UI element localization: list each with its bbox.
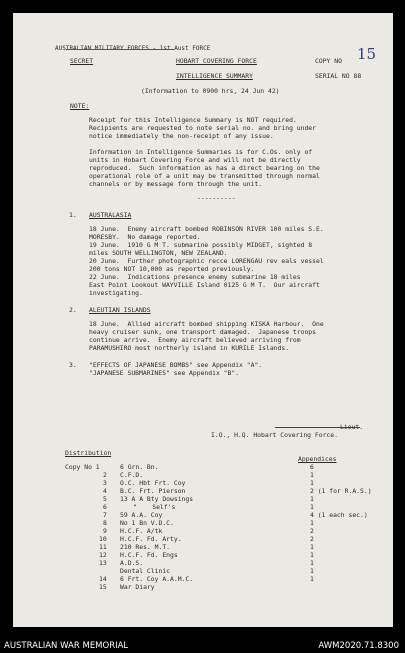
distribution-unit: 59 A.A. Coy: [120, 511, 163, 519]
appendix-count: 1: [310, 519, 314, 527]
distribution-unit: 6 Grn. Bn.: [120, 463, 159, 471]
appendix-count: 1: [310, 567, 314, 575]
section-line: MORESBY. No damage reported.: [89, 233, 201, 241]
appendix-count: 2: [310, 527, 314, 535]
note-line: Recipients are requested to note serial no. and bring under: [89, 124, 317, 132]
copy-label: COPY NO: [315, 57, 342, 65]
copy-number: 3: [103, 479, 107, 487]
section-line: heavy cruiser sunk, one transport damaged. Japanese troops: [89, 328, 317, 336]
copy-number: 15: [99, 583, 107, 591]
appendix-count: 1: [310, 551, 314, 559]
distribution-heading: Distribution: [65, 449, 112, 457]
archive-accession-number: AWM2020.71.8300: [318, 641, 399, 651]
distribution-unit: H.C.F. Fd. Arty.: [120, 535, 182, 543]
appendix-count: 1: [310, 503, 314, 511]
appendix-count: 6: [310, 463, 314, 471]
section-line: miles SOUTH WELLINGTON, NEW ZEALAND.: [89, 249, 228, 257]
appendix-count: 4 (1 each sec.): [310, 511, 368, 519]
section-heading: ALEUTIAN ISLANDS: [89, 306, 151, 314]
document-title: INTELLIGENCE SUMMARY: [176, 72, 253, 80]
signature-block: I.O., H.Q. Hobart Covering Force.: [211, 431, 338, 439]
distribution-unit: A.D.S.: [120, 559, 144, 567]
copy-number: 7: [103, 511, 107, 519]
top-line: AUSTRALIAN MILITARY FORCES - 1st Aust FORCE: [55, 45, 211, 52]
appendix-count: 1: [310, 471, 314, 479]
copy-number: 8: [103, 519, 107, 527]
distribution-unit: H.C.F. Fd. Engs: [120, 551, 178, 559]
section-line: continue arrive. Enemy aircraft believed arriving from: [89, 336, 301, 344]
note-line: reproduced. Such information as has a direct bearing on the: [89, 164, 320, 172]
section-line: 19 June. 1910 G M T. submarine possibly MIDGET, sighted 8: [89, 241, 313, 249]
section-line: 18 June. Allied aircraft bombed shipping KISKA Harbour. One: [89, 320, 324, 328]
distribution-unit: No 1 Bn V.D.C.: [120, 519, 174, 527]
copy-number: 4: [103, 487, 107, 495]
appendix-count: 2: [310, 535, 314, 543]
top-rule: [66, 49, 174, 50]
copy-number: 9: [103, 527, 107, 535]
appendix-count: 1: [310, 495, 314, 503]
copy-number: 10: [99, 535, 107, 543]
distribution-unit: O.C. Hbt Frt. Coy: [120, 479, 186, 487]
appendix-count: 1: [310, 543, 314, 551]
section-line: East Point Lookout WAYVILLE Island 0125 G M T. Our aircraft: [89, 281, 320, 289]
distribution-unit: " Self's: [133, 503, 176, 511]
document-page: [13, 13, 393, 627]
handwritten-copy-number: 15: [357, 45, 377, 63]
distribution-unit: War Diary: [120, 583, 155, 591]
note-line: channels or by message form through the unit.: [89, 180, 263, 188]
copy-number: 11: [99, 543, 107, 551]
section-line: 22 June. Indications presence enemy submarine 18 miles: [89, 273, 301, 281]
distribution-unit: B.C. Frt. Pierson: [120, 487, 186, 495]
section-line: "EFFECTS OF JAPANESE BOMBS" see Appendix "A".: [89, 361, 263, 369]
distribution-unit: 210 Res. M.T.: [120, 543, 171, 551]
appendix-count: 2 (1 for R.A.S.): [310, 487, 372, 495]
section-line: 20 June. Further photographic recce LORENGAU rev eals vessel: [89, 257, 324, 265]
archive-footer: [0, 637, 405, 653]
section-line: PARAMUSHIRO most northerly island in KURILE Islands.: [89, 344, 290, 352]
signature-rank: Lieut.: [340, 423, 364, 431]
distribution-unit: 13 A A Bty Dowsings: [120, 495, 194, 503]
copy-number: Copy No 1: [65, 463, 100, 471]
copy-number: 2: [103, 471, 107, 479]
note-line: operational role of a unit may be transmitted through normal: [89, 172, 320, 180]
copy-number: 6: [103, 503, 107, 511]
copy-number: 12: [99, 551, 107, 559]
appendices-heading: Appendices: [298, 455, 337, 463]
section-number: 1.: [69, 211, 77, 219]
information-line: (Information to 0900 hrs, 24 Jun 42): [141, 87, 280, 95]
appendix-count: 1: [310, 575, 314, 583]
secret-marking: SECRET: [70, 57, 94, 65]
distribution-unit: H.C.F. A/tk: [120, 527, 163, 535]
section-line: 18 June. Enemy aircraft bombed ROBINSON RIVER 100 miles S.E.: [89, 225, 324, 233]
distribution-unit: Dental Clinic: [120, 567, 171, 575]
appendix-count: 1: [310, 559, 314, 567]
copy-number: 5: [103, 495, 107, 503]
note-line: Information in Intelligence Summaries is for C.Os. only of: [89, 148, 313, 156]
section-line: "JAPANESE SUBMARINES" see Appendix "B".: [89, 369, 240, 377]
serial-number: SERIAL NO 88: [315, 72, 362, 80]
appendix-count: 1: [310, 479, 314, 487]
archive-name: AUSTRALIAN WAR MEMORIAL: [4, 641, 129, 651]
section-line: 200 tons NOT 10,000 as reported previously.: [89, 265, 255, 273]
separator: ----------: [197, 194, 236, 202]
note-line: Receipt for this Intelligence Summary is NOT required.: [89, 116, 297, 124]
section-number: 3.: [69, 361, 77, 369]
section-number: 2.: [69, 306, 77, 314]
distribution-unit: 6 Frt. Coy A.A.M.C.: [120, 575, 194, 583]
note-line: notice immediately the non-receipt of any issue.: [89, 132, 274, 140]
copy-number: 13: [99, 559, 107, 567]
section-heading: AUSTRALASIA: [89, 211, 132, 219]
copy-number: 14: [99, 575, 107, 583]
distribution-unit: C.F.D.: [120, 471, 144, 479]
note-line: units in Hobart Covering Force and will not be directly: [89, 156, 301, 164]
note-heading: NOTE:: [70, 102, 90, 110]
unit-name: HOBART COVERING FORCE: [176, 57, 257, 65]
section-line: investigating.: [89, 289, 143, 297]
